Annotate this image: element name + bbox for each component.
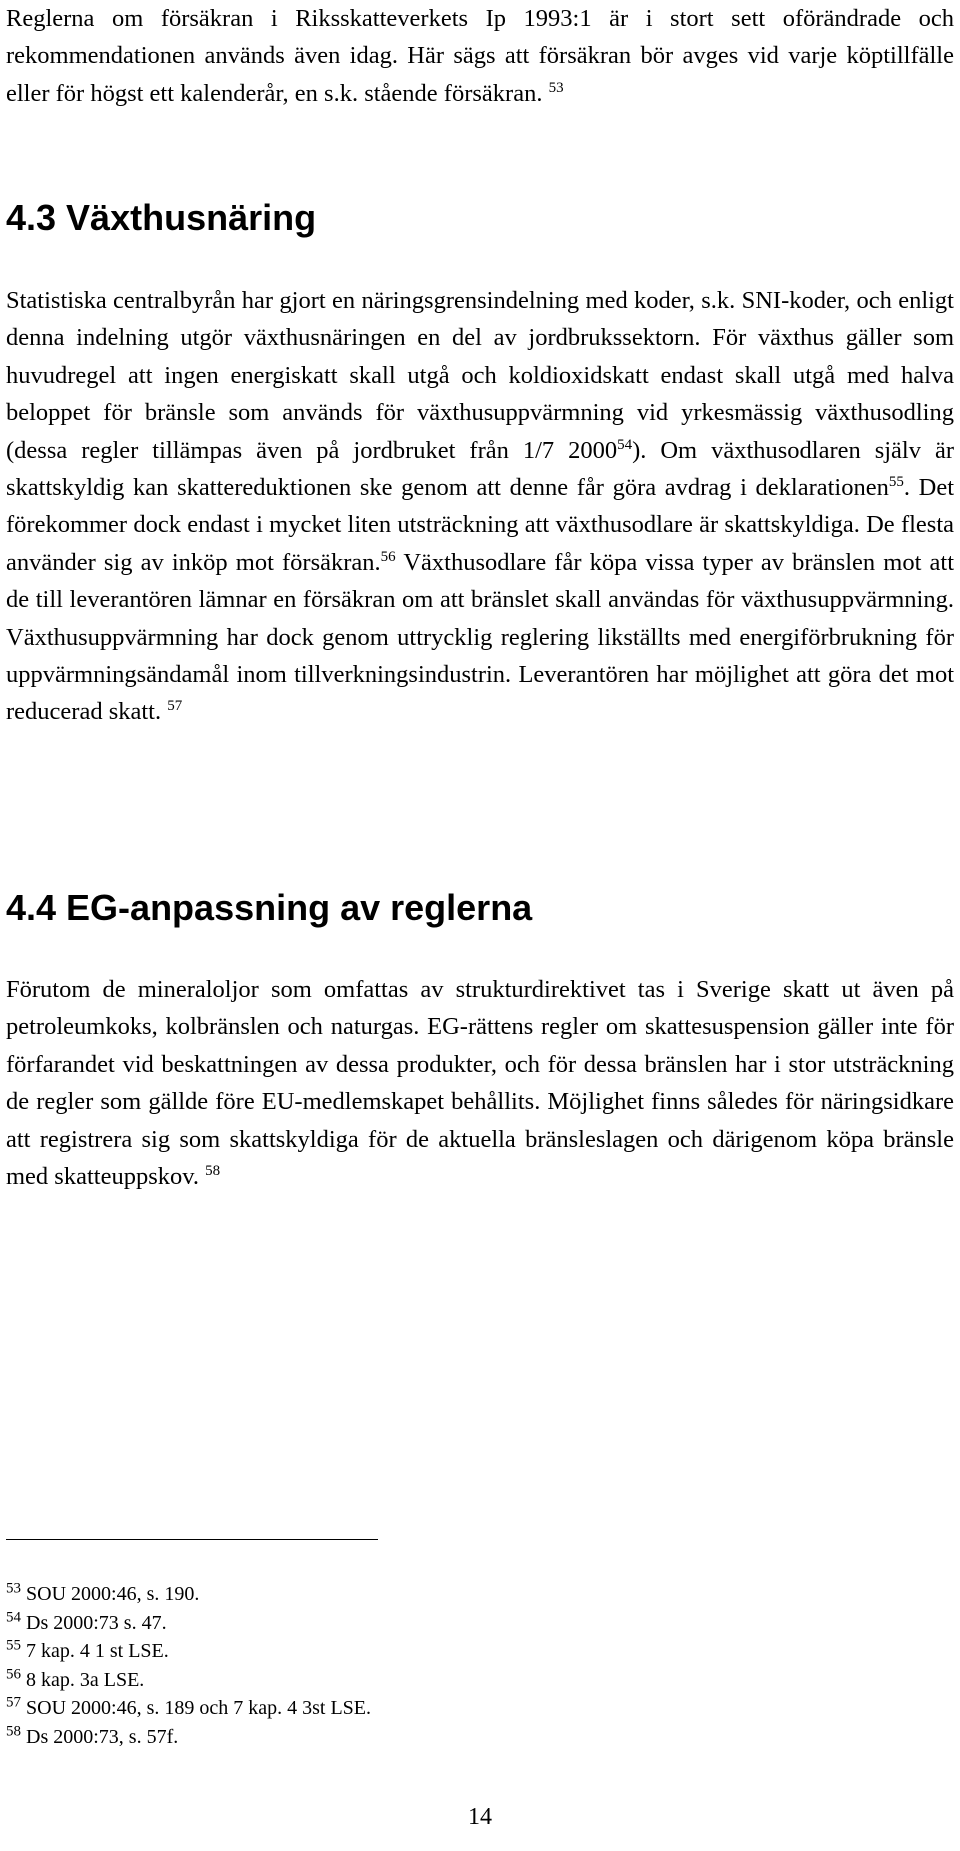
footnote-number: 57 — [6, 1694, 21, 1711]
footnote-text: Ds 2000:73 s. 47. — [26, 1611, 167, 1634]
footnote-number: 53 — [6, 1580, 21, 1597]
footnote-number: 56 — [6, 1666, 21, 1683]
paragraph-text-part: Växthusodlare får köpa vissa typer av bränslen mot att de till leverantören lämnar en försäkran om att bränslet skall användas för växthusuppvärmning. Växthusuppvärmning har dock genom uttrycklig reglering likställts med energiförbrukning för uppvärmningsändamål inom tillverkningsindustrin. Leverantören har möjlighet att göra det mot reducerad skatt. — [6, 548, 954, 726]
paragraph-text-part: . Det förekommer dock endast i mycket liten utsträckning att växthusodlare är skattskyldiga. De flesta använder sig av inköp mot försäkran. — [6, 474, 954, 576]
footnote-text: 7 kap. 4 1 st LSE. — [26, 1640, 169, 1663]
page-number: 14 — [468, 1804, 492, 1830]
footnote-number: 55 — [6, 1637, 21, 1654]
footnote-53 — [6, 1580, 371, 1609]
paragraph-text-part: Statistiska centralbyrån har gjort en näringsgrensindelning med koder, s.k. SNI-koder, och enligt denna indelning utgör växthusnäringen en del av jordbrukssektorn. För växthus gäller som huvudregel att ingen energiskatt skall utgå och koldioxidskatt endast skall utgå med halva beloppet för bränsle som används för växthusuppvärmning vid yrkesmässig växthusodling (dessa regler tillämpas även på jordbruket från 1/7 2000 — [6, 287, 954, 464]
footnote-separator — [6, 1539, 378, 1540]
footnote-56 — [6, 1666, 371, 1695]
footnote-ref-57[interactable]: 57 — [167, 698, 183, 715]
footnote-58 — [6, 1723, 371, 1752]
paragraph-text: Reglerna om försäkran i Riksskatteverkets Ip 1993:1 är i stort sett oförändrade och rekommendationen används även idag. Här sägs att försäkran bör avges vid varje köptillfälle eller för högst ett kalenderår, en s.k. stående försäkran. — [6, 5, 954, 107]
footnote-ref-55[interactable]: 55 — [888, 473, 904, 490]
footnote-list — [6, 1580, 371, 1752]
footnote-57 — [6, 1694, 371, 1723]
section-heading-4-4: 4.4 EG-anpassning av reglerna — [6, 887, 533, 928]
footnote-55 — [6, 1637, 371, 1666]
footnote-text: 8 kap. 3a LSE. — [26, 1668, 145, 1691]
footnote-number: 54 — [6, 1608, 21, 1625]
paragraph-försäkran — [6, 0, 954, 112]
footnote-ref-54[interactable]: 54 — [617, 436, 633, 453]
footnote-ref-53[interactable]: 53 — [548, 79, 564, 96]
footnote-text: SOU 2000:46, s. 190. — [26, 1583, 200, 1605]
paragraph-text-part: ). Om växthusodlaren själv är skattskyldig kan skattereduktionen ske genom att denne får göra avdrag i deklarationen — [6, 436, 954, 502]
section-heading-4-3: 4.3 Växthusnäring — [6, 197, 317, 238]
footnote-ref-56[interactable]: 56 — [380, 548, 396, 565]
footnote-54 — [6, 1609, 371, 1638]
paragraph-växthusnäring — [6, 282, 954, 731]
paragraph-text: Förutom de mineraloljor som omfattas av strukturdirektivet tas i Sverige skatt ut även på petroleumkoks, kolbränslen och naturgas. EG-rättens regler om skattesuspension gäller inte för förfarandet vid beskattningen av dessa produkter, och för dessa bränslen har i stor utsträckning de regler som gällde före EU-medlemskapet behållits. Möjlighet finns således för näringsidkare att registrera sig som skattskyldiga för de aktuella bränsleslagen och därigenom köpa bränsle med skatteuppskov. — [6, 976, 954, 1191]
footnote-number: 58 — [6, 1723, 21, 1740]
footnote-text: SOU 2000:46, s. 189 och 7 kap. 4 3st LSE. — [26, 1697, 371, 1720]
paragraph-eg-anpassning — [6, 971, 954, 1195]
footnote-text: Ds 2000:73, s. 57f. — [26, 1725, 179, 1748]
footnote-ref-58[interactable]: 58 — [205, 1162, 221, 1179]
